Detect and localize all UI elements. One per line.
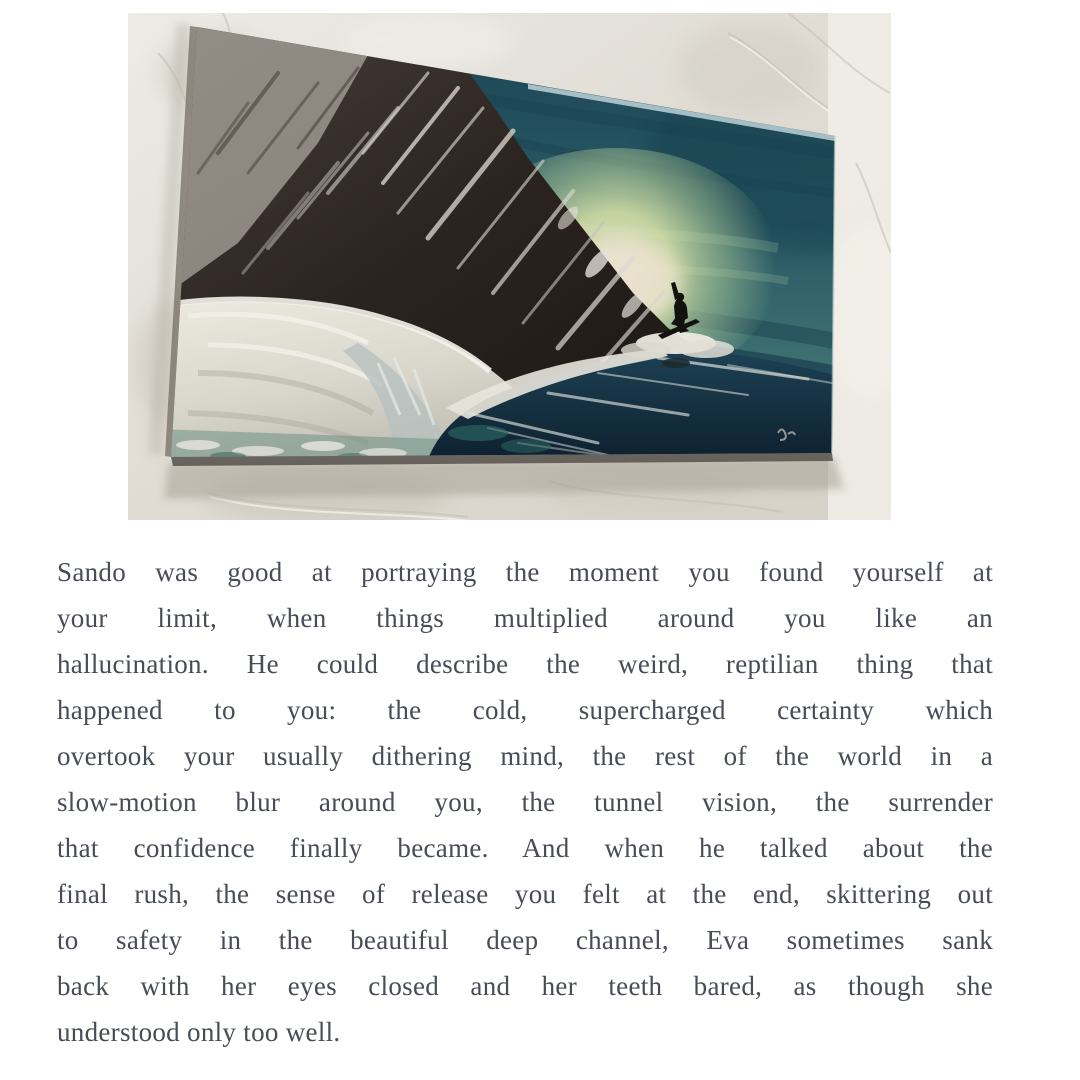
passage-line: understood only too well. [57, 1017, 341, 1047]
passage-line: that confidence finally became. And when he talked about the [57, 833, 993, 863]
passage-line: back with her eyes closed and her teeth bared, as though she [57, 971, 993, 1001]
passage-line: to safety in the beautiful deep channel, Eva sometimes sank [57, 925, 993, 955]
passage-line: final rush, the sense of release you felt at the end, skittering out [57, 879, 993, 909]
passage-line: your limit, when things multiplied around you like an [57, 603, 993, 633]
passage [57, 549, 993, 1055]
passage-line: slow-motion blur around you, the tunnel vision, the surrender [57, 787, 993, 817]
passage-line: Sando was good at portraying the moment you found yourself at [57, 557, 993, 587]
painting-photo [128, 13, 891, 520]
passage-line: happened to you: the cold, supercharged certainty which [57, 695, 993, 725]
passage-line: hallucination. He could describe the weird, reptilian thing that [57, 649, 993, 679]
painting-photo-graphic [128, 13, 891, 520]
passage-line: overtook your usually dithering mind, the rest of the world in a [57, 741, 993, 771]
